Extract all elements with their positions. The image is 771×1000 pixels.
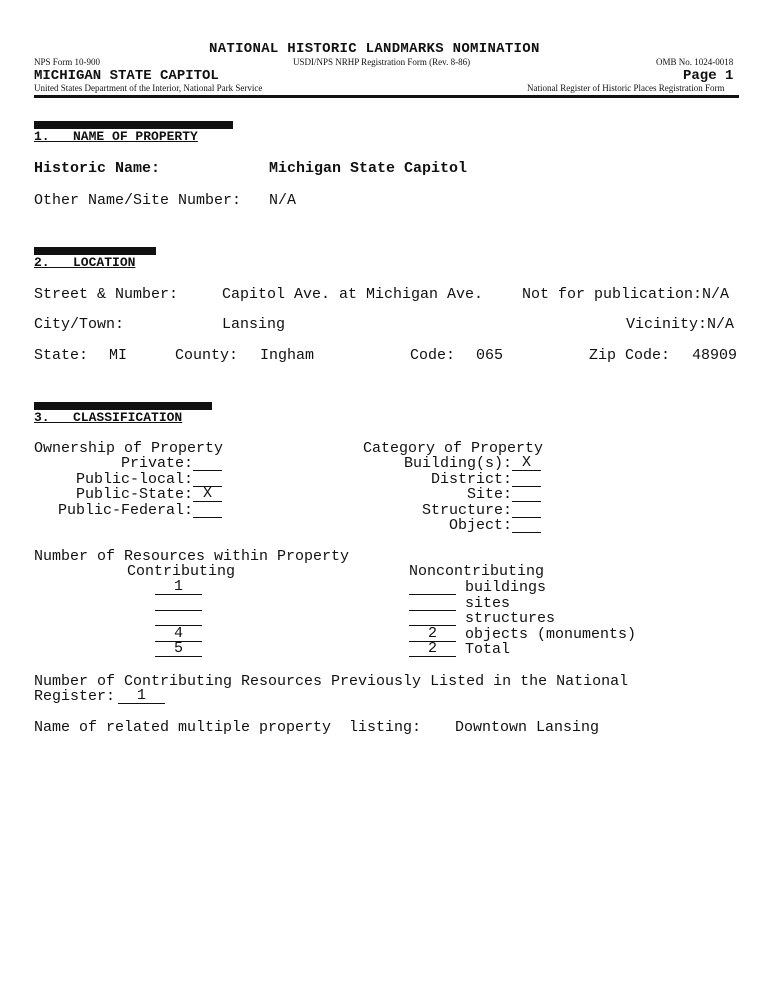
contributing-objects: 4 xyxy=(155,627,202,642)
category-site-label: Site: xyxy=(466,486,512,503)
ownership-public-federal-blank xyxy=(193,503,222,518)
section-heading-location: 2. LOCATION xyxy=(34,255,136,270)
category-site-blank xyxy=(512,487,541,502)
noncontributing-total: 2 xyxy=(409,642,456,657)
category-object-label: Object: xyxy=(448,517,512,534)
omb-number: OMB No. 1024-0018 xyxy=(656,57,734,67)
category-object-blank xyxy=(512,518,541,533)
noncontributing-buildings xyxy=(409,580,456,595)
city-value: Lansing xyxy=(222,316,286,333)
ownership-public-state-label: Public-State: xyxy=(75,486,193,503)
noncontributing-sites xyxy=(409,596,456,611)
street-value: Capitol Ave. at Michigan Ave. xyxy=(222,286,484,303)
ownership-public-local-label: Public-local: xyxy=(75,471,193,488)
section-bar-3 xyxy=(34,402,212,410)
contributing-buildings: 1 xyxy=(155,580,202,595)
ownership-private-blank xyxy=(193,456,222,471)
noncontributing-heading: Noncontributing xyxy=(409,563,545,580)
state-value: MI xyxy=(109,347,128,364)
resource-type-buildings: buildings xyxy=(465,579,547,596)
category-building-label: Building(s): xyxy=(403,455,512,472)
form-number: NPS Form 10-900 xyxy=(34,57,101,67)
property-name-header: MICHIGAN STATE CAPITOL xyxy=(34,68,219,84)
category-building-blank: X xyxy=(512,456,541,471)
section-heading-classification: 3. CLASSIFICATION xyxy=(34,410,183,425)
category-structure-label: Structure: xyxy=(421,502,512,519)
form-title: NATIONAL HISTORIC LANDMARKS NOMINATION xyxy=(209,41,540,57)
previously-listed-value: 1 xyxy=(118,689,165,704)
historic-name-label: Historic Name: xyxy=(34,160,161,177)
department-line: United States Department of the Interior, National Park Service xyxy=(34,83,263,93)
other-name-label: Other Name/Site Number: xyxy=(34,192,242,209)
category-title: Category of Property xyxy=(363,440,544,457)
category-district-blank xyxy=(512,472,541,487)
resource-type-total: Total xyxy=(465,641,511,658)
previously-listed-line2: Register: xyxy=(34,688,116,705)
form-name: USDI/NPS NRHP Registration Form (Rev. 8-86) xyxy=(293,57,471,67)
ownership-public-state-blank: X xyxy=(193,487,222,502)
contributing-total: 5 xyxy=(155,642,202,657)
contributing-structures xyxy=(155,611,202,626)
not-for-publication: Not for publication:N/A xyxy=(522,286,730,303)
ownership-title: Ownership of Property xyxy=(34,440,224,457)
previously-listed-line1: Number of Contributing Resources Previously Listed in the National xyxy=(34,673,629,690)
code-label: Code: xyxy=(410,347,456,364)
county-label: County: xyxy=(175,347,239,364)
ownership-public-federal-label: Public-Federal: xyxy=(57,502,193,519)
related-listing-label: Name of related multiple property listing: xyxy=(34,719,422,736)
section-bar-1 xyxy=(34,121,233,129)
resources-title: Number of Resources within Property xyxy=(34,548,350,565)
city-label: City/Town: xyxy=(34,316,125,333)
street-label: Street & Number: xyxy=(34,286,179,303)
category-district-label: District: xyxy=(430,471,512,488)
category-structure-blank xyxy=(512,503,541,518)
noncontributing-objects: 2 xyxy=(409,627,456,642)
noncontributing-structures xyxy=(409,611,456,626)
state-label: State: xyxy=(34,347,89,364)
vicinity: Vicinity:N/A xyxy=(626,316,735,333)
historic-name-value: Michigan State Capitol xyxy=(269,160,468,177)
contributing-sites xyxy=(155,596,202,611)
zip-label: Zip Code: xyxy=(589,347,671,364)
contributing-heading: Contributing xyxy=(127,563,236,580)
section-heading-name-of-property: 1. NAME OF PROPERTY xyxy=(34,129,198,144)
register-line: National Register of Historic Places Registration Form xyxy=(527,83,725,93)
section-bar-2 xyxy=(34,247,156,255)
zip-value: 48909 xyxy=(692,347,738,364)
page-number: Page 1 xyxy=(683,68,734,84)
county-value: Ingham xyxy=(260,347,315,364)
header-rule xyxy=(34,95,739,98)
resource-type-objects: objects (monuments) xyxy=(465,626,637,643)
ownership-private-label: Private: xyxy=(120,455,193,472)
other-name-value: N/A xyxy=(269,192,297,209)
resource-type-structures: structures xyxy=(465,610,556,627)
related-listing-value: Downtown Lansing xyxy=(455,719,600,736)
code-value: 065 xyxy=(476,347,504,364)
resource-type-sites: sites xyxy=(465,595,511,612)
